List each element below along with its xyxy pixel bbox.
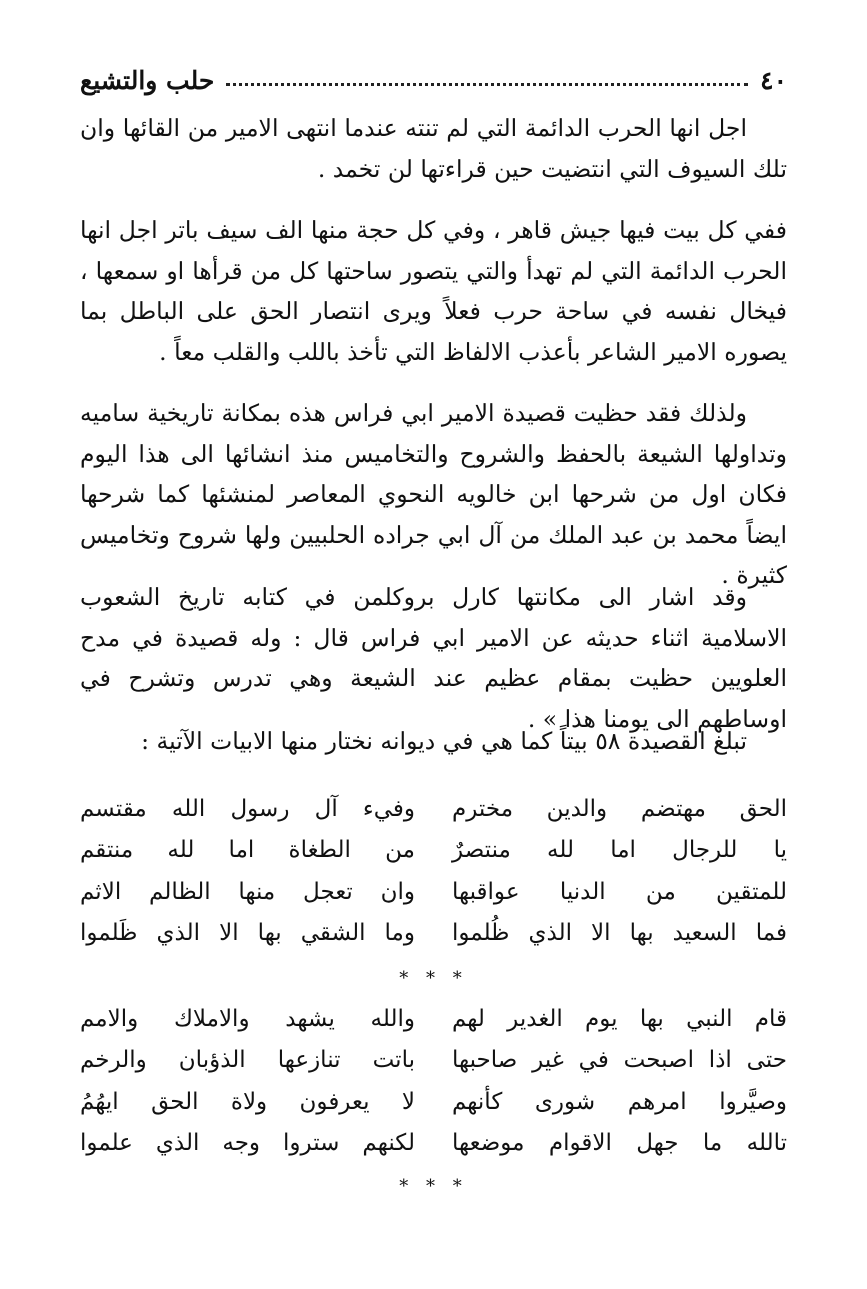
paragraph-text: اجل انها الحرب الدائمة التي لم تنته عندما انتهى الامير من القائها وان تلك السيوف التي انتضيت حين قراءتها لن تخمد .: [80, 114, 787, 183]
paragraph-text: ولذلك فقد حظيت قصيدة الامير ابي فراس هذه بمكانة تاريخية ساميه وتداولها الشيعة بالحفظ والشروح والتخاميس منذ انشائها الى هذا اليوم فكان اول من شرحها ابن خالويه النحوي المعاصر لمنشئها كما شرحها ايضاً محمد بن عبد الملك من آل ابي جراده الحلبيين ولها شروح وتخاميس كثيرة .: [80, 399, 787, 589]
header-dotted-leader: [226, 83, 748, 86]
verse-first-hemistich: للمتقين من الدنيا عواقبها: [452, 878, 787, 905]
verse-second-hemistich: من الطغاة اما لله منتقم: [80, 837, 415, 864]
verse-first-hemistich: تالله ما جهل الاقوام موضعها: [452, 1130, 787, 1157]
section-separator: * * *: [399, 968, 468, 989]
verse-row: [80, 1081, 787, 1123]
poem-section-1: [80, 788, 787, 954]
paragraph-text: تبلغ القصيدة ٥٨ بيتاً كما هي في ديوانه نختار منها الابيات الآتية :: [141, 727, 747, 755]
section-separator: * * *: [399, 1176, 468, 1197]
verse-row: [80, 1123, 787, 1165]
verse-row: [80, 1040, 787, 1082]
running-title: حلب والتشيع: [80, 65, 215, 95]
verse-row: [80, 913, 787, 955]
page-header: [80, 60, 787, 100]
verse-second-hemistich: وما الشقي بها الا الذي ظَلموا: [80, 920, 415, 947]
paragraph-text: وقد اشار الى مكانتها كارل بروكلمن في كتابه تاريخ الشعوب الاسلامية اثناء حديثه عن الامير ابي فراس قال : وله قصيدة في مدح العلويين حظيت بمقام عظيم عند الشيعة وهي تدرس وتشرح في اوساطهم الى يومنا هذا » .: [80, 583, 787, 733]
verse-first-hemistich: قام النبي بها يوم الغدير لهم: [452, 1005, 787, 1032]
verse-second-hemistich: والله يشهد والاملاك والامم: [80, 1005, 415, 1032]
verse-first-hemistich: حتى اذا اصبحت في غير صاحبها: [452, 1047, 787, 1074]
verse-row: [80, 788, 787, 830]
page-number: ٤٠: [760, 65, 787, 95]
paragraph-2: [80, 210, 787, 372]
verse-first-hemistich: الحق مهتضم والدين مخترم: [452, 795, 787, 822]
paragraph-4: [80, 577, 787, 739]
verse-first-hemistich: وصيَّروا امرهم شورى كأنهم: [452, 1088, 787, 1115]
paragraph-5: [80, 721, 787, 762]
verse-second-hemistich: باتت تنازعها الذؤبان والرخم: [80, 1047, 415, 1074]
verse-second-hemistich: لكنهم ستروا وجه الذي علموا: [80, 1130, 415, 1157]
verse-second-hemistich: لا يعرفون ولاة الحق ايهُمُ: [80, 1088, 415, 1115]
poem-section-2: [80, 998, 787, 1164]
verse-first-hemistich: فما السعيد بها الا الذي ظُلموا: [452, 920, 787, 947]
verse-row: [80, 871, 787, 913]
paragraph-text: ففي كل بيت فيها جيش قاهر ، وفي كل حجة منها الف سيف باتر اجل انها الحرب الدائمة التي لم تهدأ والتي يتصور ساحتها كل من قرأها او سمعها ، فيخال نفسه في ساحة حرب فعلاً ويرى انتصار الحق على الباطل بما يصوره الامير الشاعر بأعذب الالفاظ التي تأخذ باللب والقلب معاً .: [80, 216, 787, 366]
verse-second-hemistich: وان تعجل منها الظالم الاثم: [80, 878, 415, 905]
paragraph-1: [80, 108, 787, 189]
paragraph-3: [80, 393, 787, 596]
verse-row: [80, 830, 787, 872]
verse-second-hemistich: وفيء آل رسول الله مقتسم: [80, 795, 415, 822]
verse-first-hemistich: يا للرجال اما لله منتصرٌ: [452, 837, 787, 864]
verse-row: [80, 998, 787, 1040]
